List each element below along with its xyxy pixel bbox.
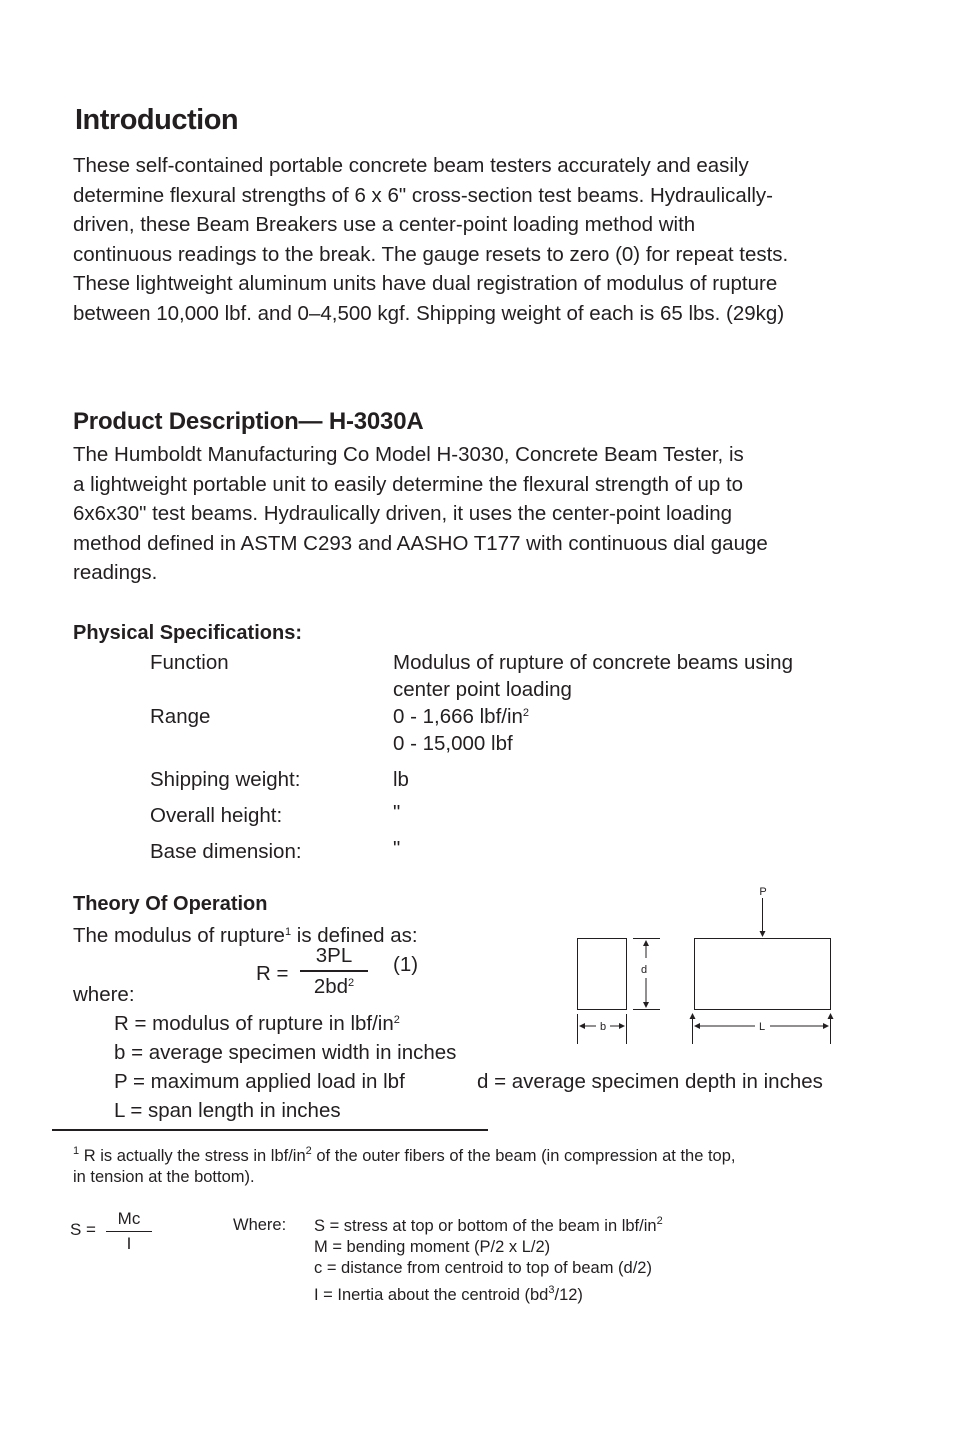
label-b: b	[599, 1021, 607, 1033]
beam-diagram	[570, 880, 845, 1050]
stress-definitions	[314, 1216, 834, 1306]
product-line: a lightweight portable unit to easily determine the flexural strength of up to	[73, 472, 744, 496]
spec-range-value-2: 0 - 15,000 lbf	[393, 732, 513, 755]
intro-line: These self-contained portable concrete beam testers accurately and easily	[73, 154, 749, 177]
fraction-bar	[300, 970, 368, 972]
introduction-heading: Introduction	[75, 104, 239, 136]
stress-m-def: M = bending moment (P/2 x L/2)	[314, 1238, 551, 1256]
intro-line: These lightweight aluminum units have dual registration of modulus of rupture	[73, 272, 778, 295]
stress-i-def-end: /12)	[554, 1286, 583, 1304]
beam-rect	[695, 939, 831, 1010]
var-p: P = maximum applied load in lbf	[114, 1070, 405, 1093]
superscript: 2	[393, 1014, 400, 1026]
stress-i-def: I = Inertia about the centroid (bd	[314, 1286, 549, 1304]
footnote-line-2: in tension at the bottom).	[73, 1168, 255, 1186]
theory-intro-text: is defined as:	[291, 924, 418, 947]
intro-line: continuous readings to the break. The gauge resets to zero (0) for repeat tests.	[73, 242, 789, 266]
spec-function-label: Function	[150, 651, 229, 674]
formula-denominator	[300, 975, 368, 999]
spec-range-value	[393, 703, 873, 757]
cross-section-rect	[578, 939, 627, 1010]
product-line: method defined in ASTM C293 and AASHO T177 with continuous dial gauge	[73, 531, 768, 555]
superscript: 2	[348, 977, 355, 989]
footnote-divider	[52, 1129, 488, 1131]
stress-where: Where:	[233, 1216, 287, 1234]
footnote-text: R is actually the stress in lbf/in	[79, 1147, 306, 1165]
spec-function-value	[393, 649, 873, 703]
product-heading: Product Description— H-3030A	[73, 408, 424, 435]
introduction-paragraph	[73, 151, 873, 328]
spec-base-label: Base dimension:	[150, 840, 302, 863]
formula-denominator-text: 2bd	[313, 975, 349, 998]
label-p: P	[759, 886, 767, 898]
spec-shipping-label: Shipping weight:	[150, 768, 301, 791]
where-label: where:	[73, 983, 135, 1006]
var-b: b = average specimen width in inches	[114, 1041, 457, 1064]
specs-heading: Physical Specifications:	[73, 622, 302, 644]
spec-height-label: Overall height:	[150, 804, 283, 827]
theory-heading: Theory Of Operation	[73, 893, 268, 915]
formula-numerator: 3PL	[315, 944, 353, 967]
stress-s-def: S = stress at top or bottom of the beam in lbf/in	[314, 1217, 657, 1235]
var-r	[114, 1009, 400, 1038]
stress-lhs: S =	[70, 1220, 96, 1239]
superscript: 2	[305, 1145, 312, 1157]
footnote-text: of the outer fibers of the beam (in compression at the top,	[311, 1147, 736, 1165]
spec-base-value: "	[393, 837, 401, 860]
intro-line: determine flexural strengths of 6 x 6" cross-section test beams. Hydraulically-	[73, 183, 774, 207]
spec-range-label: Range	[150, 705, 211, 728]
superscript: 3	[548, 1284, 555, 1296]
var-r-text: R = modulus of rupture in lbf/in	[114, 1012, 394, 1035]
stress-c-def: c = distance from centroid to top of beam (d/2)	[314, 1259, 652, 1277]
var-l: L = span length in inches	[114, 1099, 341, 1122]
product-line: readings.	[73, 561, 158, 584]
spec-function-value-line: Modulus of rupture of concrete beams using	[393, 651, 793, 674]
fraction-bar	[106, 1231, 152, 1232]
spec-range-value-1: 0 - 1,666 lbf/in	[393, 705, 523, 728]
product-paragraph	[73, 440, 873, 588]
theory-intro-text: The modulus of rupture	[73, 924, 285, 947]
superscript: 2	[656, 1215, 663, 1227]
formula-tag: (1)	[393, 953, 419, 976]
label-d: d	[640, 964, 648, 976]
intro-line: between 10,000 lbf. and 0–4,500 kgf. Shipping weight of each is 65 lbs. (29kg)	[73, 301, 785, 325]
spec-height-value: "	[393, 801, 401, 824]
footnote-ref: 1	[284, 926, 292, 938]
label-l: L	[758, 1021, 766, 1033]
superscript: 2	[522, 707, 530, 719]
product-line: 6x6x30" test beams. Hydraulically driven, it uses the center-point loading	[73, 502, 733, 525]
intro-line: driven, these Beam Breakers use a center-point loading method with	[73, 213, 696, 236]
spec-function-value-line: center point loading	[393, 678, 572, 701]
spec-shipping-value: lb	[393, 768, 409, 791]
var-d: d = average specimen depth in inches	[477, 1070, 823, 1093]
stress-denominator: I	[126, 1234, 132, 1253]
formula-lhs: R =	[256, 962, 289, 985]
footnote	[73, 1146, 873, 1188]
footnote-marker: 1	[73, 1145, 80, 1157]
stress-numerator: Mc	[117, 1209, 141, 1228]
product-line: The Humboldt Manufacturing Co Model H-3030, Concrete Beam Tester, is	[73, 443, 744, 466]
